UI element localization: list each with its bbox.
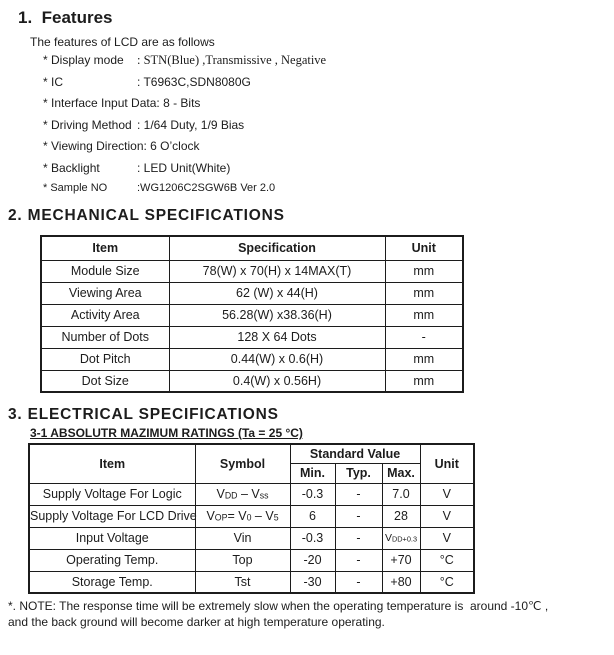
table-row [41,370,463,392]
elec-cell-item: Input Voltage [29,527,195,549]
feature-value: : LED Unit(White) [137,160,231,175]
feature-label: * Backlight [43,160,100,175]
mechanical-table [40,235,464,393]
note-line-2: and the back ground will become darker at high temperature operating. [8,615,385,629]
table-row [29,505,474,527]
electrical-table [28,443,475,594]
table-row [29,571,474,593]
elec-cell-typ: - [335,527,382,549]
feature-value: :WG1206C2SGW6B Ver 2.0 [137,182,276,194]
mech-cell-unit: mm [385,370,463,392]
mech-cell-unit: - [385,326,463,348]
feature-label: * Driving Method [43,117,132,132]
mech-cell-spec: 62 (W) x 44(H) [169,282,385,304]
mech-header-item: Item [41,236,169,260]
table-row [29,527,474,549]
elec-cell-unit: V [420,527,474,549]
elec-header-standard-value: Standard Value [290,444,420,463]
elec-cell-typ: - [335,483,382,505]
mech-cell-item: Dot Size [41,370,169,392]
elec-cell-unit: V [420,505,474,527]
mechanical-table-header-row [41,236,463,260]
elec-cell-symbol: Tst [195,571,290,593]
mech-cell-unit: mm [385,304,463,326]
elec-cell-min: 6 [290,505,335,527]
feature-value: : 1/64 Duty, 1/9 Bias [137,117,245,132]
feature-item-interface [43,96,614,118]
table-row [29,483,474,505]
elec-cell-item: Operating Temp. [29,549,195,571]
elec-cell-max: 7.0 [382,483,420,505]
mech-header-unit: Unit [385,236,463,260]
table-row [41,260,463,282]
feature-label: * Viewing Direction [43,139,144,153]
mech-cell-item: Activity Area [41,304,169,326]
elec-cell-symbol: $V_{OP}= V_0 - V_5$ [195,505,290,527]
elec-cell-symbol: $V_{DD} - V_{ss}$ [195,483,290,505]
elec-cell-typ: - [335,571,382,593]
features-heading: 1. Features [18,8,113,27]
feature-value: : 8 - Bits [156,96,201,110]
elec-cell-symbol: Top [195,549,290,571]
feature-item-ic [43,75,614,97]
electrical-subheading: 3-1 ABSOLUTR MAZIMUM RATINGS (Ta = 25 °C) [30,426,303,440]
elec-cell-min: -0.3 [290,527,335,549]
table-row [29,549,474,571]
mechanical-heading: 2. MECHANICAL SPECIFICATIONS [8,207,285,224]
elec-header-item: Item [29,444,195,483]
mech-cell-item: Dot Pitch [41,348,169,370]
elec-cell-symbol: Vin [195,527,290,549]
elec-cell-item: Storage Temp. [29,571,195,593]
elec-header-min: Min. [290,463,335,483]
feature-item-backlight [43,161,614,183]
note-line-1: *. NOTE: The response time will be extremely slow when the operating temperature is around -10℃ , [8,599,549,613]
mech-cell-item: Module Size [41,260,169,282]
mech-cell-unit: mm [385,282,463,304]
elec-cell-typ: - [335,505,382,527]
mech-cell-unit: mm [385,348,463,370]
mech-header-specification: Specification [169,236,385,260]
elec-header-symbol: Symbol [195,444,290,483]
feature-label: * IC [43,74,64,89]
mech-cell-item: Viewing Area [41,282,169,304]
electrical-heading: 3. ELECTRICAL SPECIFICATIONS [8,406,279,423]
elec-cell-min: -20 [290,549,335,571]
feature-value: : STN(Blue) ,Transmissive , Negative [137,53,327,67]
feature-label: * Display mode [43,53,124,67]
elec-header-unit: Unit [420,444,474,483]
feature-value: : T6963C,SDN8080G [137,74,251,89]
electrical-table-header-row-1 [29,444,474,463]
elec-header-typ: Typ. [335,463,382,483]
feature-label: * Sample NO [43,182,108,194]
feature-item-driving-method [43,118,614,140]
elec-cell-max: +80 [382,571,420,593]
elec-cell-max: $V_{DD+0.3}$ [382,527,420,549]
elec-cell-unit: °C [420,571,474,593]
elec-cell-min: -0.3 [290,483,335,505]
elec-cell-typ: - [335,549,382,571]
feature-label: * Interface Input Data [43,96,157,110]
table-row [41,326,463,348]
mech-cell-spec: 0.44(W) x 0.6(H) [169,348,385,370]
feature-list [43,53,614,201]
mech-cell-spec: 128 X 64 Dots [169,326,385,348]
table-row [41,304,463,326]
elec-cell-item: Supply Voltage For Logic [29,483,195,505]
feature-item-viewing-direction [43,139,614,161]
elec-cell-max: 28 [382,505,420,527]
elec-cell-max: +70 [382,549,420,571]
table-row [41,348,463,370]
mech-cell-unit: mm [385,260,463,282]
mech-cell-spec: 78(W) x 70(H) x 14MAX(T) [169,260,385,282]
elec-cell-item: Supply Voltage For LCD Drive [29,505,195,527]
features-intro: The features of LCD are as follows [30,35,215,49]
feature-item-display-mode [43,53,614,75]
elec-cell-unit: V [420,483,474,505]
mech-cell-spec: 56.28(W) x38.36(H) [169,304,385,326]
elec-header-max: Max. [382,463,420,483]
feature-value: : 6 O’clock [143,139,200,153]
elec-cell-unit: °C [420,549,474,571]
table-row [41,282,463,304]
mech-cell-spec: 0.4(W) x 0.56H) [169,370,385,392]
mech-cell-item: Number of Dots [41,326,169,348]
elec-cell-min: -30 [290,571,335,593]
feature-item-sample-no [43,182,614,201]
